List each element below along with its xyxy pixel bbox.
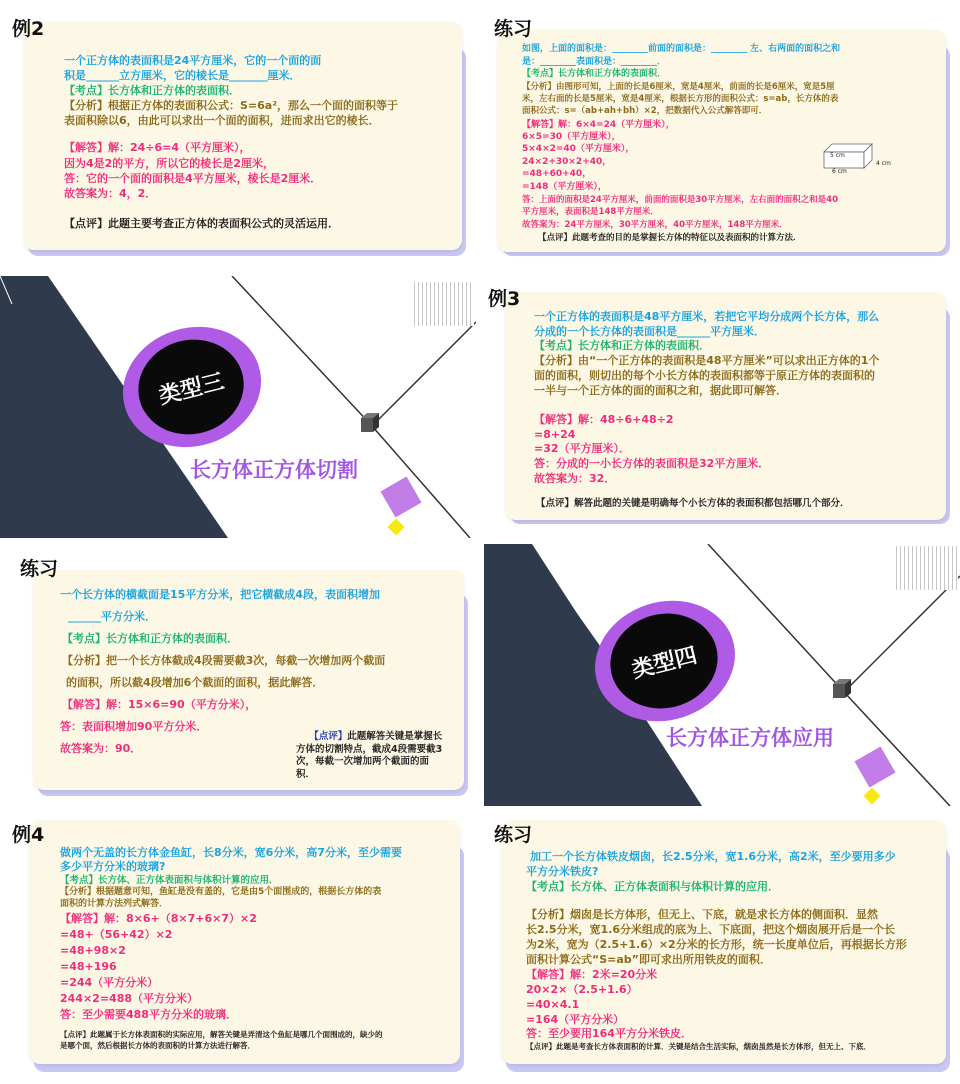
answer-line: 答：至少要用164平方分米铁皮．	[526, 1027, 692, 1040]
comment-line: 【点评】此题属于长方体表面积的实际应用，解答关键是弄清这个鱼缸是哪几个面围成的，缺少的	[60, 1030, 383, 1039]
comment-line: 【点评】此题是考查长方体表面积的计算．关键是结合生活实际，烟囱虽然是长方体形，但无上、下底．	[526, 1042, 871, 1051]
answer-line: 24×2+30×2+40，	[522, 157, 612, 167]
analysis-line: 【分析】烟囱是长方体形，但无上、下底，就是求长方体的侧面积．显然	[526, 908, 878, 921]
stripe-pattern	[896, 546, 958, 590]
analysis-line: 面积的计算方法列式解答．	[60, 899, 169, 909]
analysis-line: 【分析】由图形可知，上面的长是6厘米，宽是4厘米，前面的长是6厘米，宽是5厘	[522, 82, 835, 92]
slide-example-4[interactable]	[0, 812, 476, 1084]
figure-width-label: 4 cm	[876, 160, 891, 167]
cuboid-figure	[818, 138, 890, 178]
cover-subtitle: 长方体正方体切割	[190, 458, 358, 482]
question-line: 做两个无盖的长方体金鱼缸，长8分米，宽6分米，高7分米，至少需要	[60, 846, 402, 859]
slide-heading: 例2	[12, 18, 45, 40]
comment-line: 【点评】解答此题的关键是明确每个小长方体的表面积都包括哪几个部分．	[536, 498, 850, 509]
analysis-line: 长2.5分米，宽1.6分米组成的底为上、下底面，把这个烟囱展开后是一个长	[526, 923, 895, 936]
answer-line: 【解答】解：6×4=24（平方厘米），	[522, 120, 675, 130]
answer-line: =48+196	[60, 960, 117, 973]
answer-line: 【解答】解：15×6=90（平方分米），	[62, 698, 257, 711]
question-line: 是：________表面积是：________．	[522, 57, 667, 67]
comment-line: 【点评】此题考查的目的是掌握长方体的特征以及表面积的计算方法．	[538, 233, 802, 243]
comment-line: 是哪个面，然后根据长方体的表面积的计算方法进行解答．	[60, 1041, 255, 1050]
comment-line: 【点评】此题主要考查正方体的表面积公式的灵活运用．	[64, 217, 339, 230]
analysis-line: 面积公式：s=（ab+ah+bh）×2，把数据代入公式解答即可．	[522, 106, 768, 116]
question-line: 平方分米铁皮?	[526, 865, 599, 878]
slide-type-4-cover[interactable]	[484, 544, 960, 806]
answer-line: 答：表面积增加90平方分米．	[60, 720, 208, 733]
slide-type-3-cover[interactable]	[0, 276, 476, 538]
answer-line: =48+60+40，	[522, 169, 592, 179]
answer-line: =40×4.1	[526, 998, 580, 1011]
analysis-line: 【分析】把一个长方体截成4段需要截3次，每截一次增加两个截面	[62, 654, 386, 667]
analysis-line: 米，左右面的长是5厘米，宽是4厘米，根据长方形的面积公式：s=ab，长方体的表	[522, 94, 839, 104]
answer-line: 5×4×2=40（平方厘米），	[522, 144, 635, 154]
answer-line: =48+（56+42）×2	[60, 928, 173, 941]
slide-heading: 例4	[12, 824, 45, 846]
comment-label: 【点评】	[309, 730, 348, 742]
answer-line: =32（平方厘米）．	[534, 442, 631, 455]
answer-line: 平方厘米，表面积是148平方厘米．	[522, 207, 659, 217]
cube-icon	[358, 412, 382, 436]
answer-line: 故答案为：90．	[60, 742, 142, 755]
answer-line: 20×2×（2.5+1.6）	[526, 983, 638, 996]
comment-block	[296, 718, 446, 795]
question-line: 加工一个长方体铁皮烟囱，长2.5分米，宽1.6分米，高2米，至少要用多少	[530, 850, 896, 863]
analysis-line: 一半与一个正方体的面的面积之和，据此即可解答．	[534, 384, 787, 397]
question-line: 分成的一个长方体的表面积是______平方厘米．	[534, 325, 765, 338]
answer-line: 故答案为：4，2．	[64, 187, 157, 200]
analysis-line: 的面积，所以截4段增加6个截面的面积，据此解答．	[66, 676, 324, 689]
analysis-line: 为2米，宽为（2.5+1.6）×2分米的长方形，统一长度单位后，再根据长方形	[526, 938, 907, 951]
slide-practice-1[interactable]	[484, 0, 960, 270]
analysis-line: 【分析】根据题意可知，鱼缸是没有盖的，它是由5个面围成的，根据长方体的表	[60, 887, 382, 897]
knowledge-point: 【考点】长方体、正方体表面积与体积计算的应用．	[526, 880, 779, 893]
slide-heading: 例3	[488, 288, 521, 310]
analysis-line: 面积计算公式“S=ab”即可求出所用铁皮的面积．	[526, 953, 771, 966]
figure-length-label: 6 cm	[832, 168, 847, 175]
answer-line: 答：至少需要488平方分米的玻璃．	[60, 1008, 237, 1021]
slide-heading: 练习	[494, 18, 533, 40]
answer-line: 答：上面的面积是24平方厘米，前面的面积是30平方厘米，左右面的面积之和是40	[522, 195, 838, 205]
knowledge-point: 【考点】长方体和正方体的表面积．	[64, 84, 240, 97]
answer-line: 因为4是2的平方，所以它的棱长是2厘米，	[64, 157, 274, 170]
answer-line: 【解答】解：48÷6+48÷2	[534, 413, 674, 426]
question-line: ______平方分米．	[68, 610, 156, 623]
answer-line: =244（平方分米）	[60, 976, 159, 989]
analysis-line: 面的面积，则切出的每个小长方体的表面积都等于原正方体的表面积的	[534, 369, 875, 382]
question-line: 积是______立方厘米，它的棱长是_______厘米．	[64, 69, 301, 82]
stripe-pattern	[414, 282, 474, 326]
title-badge: 类型三	[128, 329, 254, 446]
answer-line: 故答案为：24平方厘米，30平方厘米，40平方厘米，148平方厘米．	[522, 220, 788, 230]
question-line: 如图，上面的面积是：________前面的面积是：________ 左、右两面的面积之和	[522, 44, 841, 54]
answer-line: 6×5=30（平方厘米），	[522, 132, 621, 142]
cube-icon	[830, 678, 854, 702]
answer-line: =164（平方分米）	[526, 1013, 625, 1026]
answer-line: =8+24	[534, 428, 576, 441]
answer-line: 【解答】解：8×6+（8×7+6×7）×2	[60, 912, 257, 925]
knowledge-point: 【考点】长方体和正方体的表面积．	[522, 69, 667, 79]
answer-line: 答：分成的一小长方体的表面积是32平方厘米．	[534, 457, 770, 470]
question-line: 一个正方体的表面积是48平方厘米，若把它平均分成两个长方体，那么	[534, 310, 880, 323]
question-line: 多少平方分米的玻璃?	[60, 860, 166, 873]
analysis-line: 【分析】根据正方体的表面积公式：S=6a²，那么一个面的面积等于	[64, 99, 399, 112]
answer-line: 【解答】解：24÷6=4（平方厘米），	[64, 141, 251, 154]
slide-practice-2[interactable]	[0, 544, 476, 806]
knowledge-point: 【考点】长方体、正方体表面积与体积计算的应用．	[60, 875, 279, 886]
title-badge: 类型四	[600, 602, 728, 719]
answer-line: 故答案为：32．	[534, 472, 616, 485]
answer-line: 244×2=488（平方分米）	[60, 992, 199, 1005]
slide-example-2[interactable]	[0, 0, 476, 270]
slide-practice-3[interactable]	[484, 812, 960, 1084]
slide-example-3[interactable]	[484, 276, 960, 538]
question-line: 一个正方体的表面积是24平方厘米，它的一个面的面	[64, 54, 322, 67]
analysis-line: 表面积除以6，由此可以求出一个面的面积，进而求出它的棱长．	[64, 114, 380, 127]
answer-line: =148（平方厘米），	[522, 182, 607, 192]
slide-heading: 练习	[494, 824, 533, 846]
figure-height-label: 5 cm	[830, 152, 845, 159]
knowledge-point: 【考点】长方体和正方体的表面积．	[62, 632, 238, 645]
analysis-line: 【分析】由“一个正方体的表面积是48平方厘米”可以求出正方体的1个	[534, 354, 880, 367]
cover-subtitle: 长方体正方体应用	[666, 726, 834, 750]
slide-heading: 练习	[20, 558, 59, 580]
answer-line: 【解答】解：2米=20分米	[526, 968, 658, 981]
knowledge-point: 【考点】长方体和正方体的表面积．	[534, 339, 710, 352]
comment-text: 此题解答关键是掌握长方体的切割特点，截成4段需要截3次，每截一次增加两个截面的面积．	[296, 730, 443, 781]
answer-line: =48+98×2	[60, 944, 126, 957]
question-line: 一个长方体的横截面是15平方分米，把它横截成4段，表面积增加	[60, 588, 380, 601]
answer-line: 答：它的一个面的面积是4平方厘米，棱长是2厘米．	[64, 172, 322, 185]
